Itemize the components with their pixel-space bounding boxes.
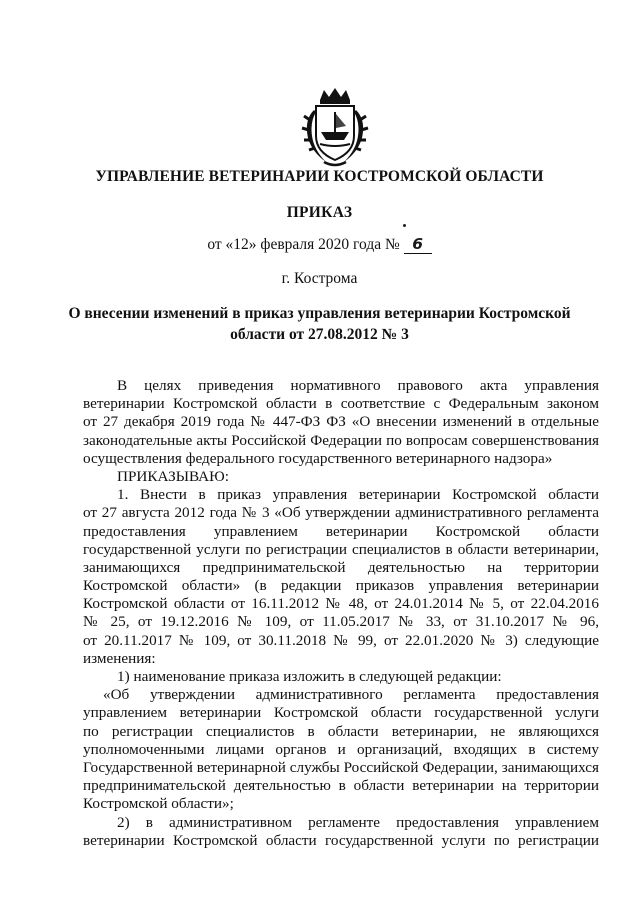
coat-of-arms-emblem bbox=[296, 86, 374, 168]
body-line: Костромской области» (в редакции приказов управления ветеринарии bbox=[83, 577, 599, 595]
body-line: по регистрации специалистов в области ветеринарии, не являющихся bbox=[83, 722, 599, 740]
body-line: от 20.11.2017 № 109, от 30.11.2018 № 99, от 22.01.2020 № 3) следующие bbox=[83, 631, 599, 649]
order-number-handwritten: 6 bbox=[404, 235, 432, 254]
body-line: 1. Внести в приказ управления ветеринарии Костромской области bbox=[117, 486, 599, 504]
body-line: Костромской области от 16.11.2012 № 48, от 24.01.2014 № 5, от 22.04.2016 bbox=[83, 595, 599, 613]
body-line: № 25, от 19.12.2016 № 109, от 11.05.2017 № 33, от 31.10.2017 № 96, bbox=[83, 613, 599, 631]
body-line: предоставления управлением ветеринарии Костромской области bbox=[83, 522, 599, 540]
body-line: государственной услуги по регистрации специалистов в области ветеринарии, bbox=[83, 540, 599, 558]
document-type: ПРИКАЗ bbox=[286, 204, 353, 221]
body-line: изменения: bbox=[83, 649, 156, 667]
body-line: предпринимательской деятельностью в области ветеринарии на территории bbox=[83, 777, 599, 795]
order-date-line bbox=[0, 235, 639, 254]
body-line: «Об утверждении административного регламента предоставления bbox=[103, 686, 599, 704]
subject-line-2: области от 27.08.2012 № 3 bbox=[230, 326, 409, 343]
body-line: уполномоченными лицами органов и организаций, входящих в систему bbox=[83, 740, 599, 758]
body-line: от 27 августа 2012 года № 3 «Об утверждении административного регламента bbox=[83, 504, 599, 522]
body-line: В целях приведения нормативного правового акта управления bbox=[117, 377, 599, 394]
body-line: управлением ветеринарии Костромской области государственной услуги bbox=[83, 704, 599, 722]
body-line: 1) наименование приказа изложить в следующей редакции: bbox=[117, 668, 502, 685]
body-line: от 27 декабря 2019 года № 447-ФЗ ФЗ «О внесении изменений в отдельные bbox=[83, 413, 599, 431]
body-line: законодательные акты Российской Федерации по вопросам совершенствования bbox=[83, 431, 599, 449]
subject-line-1: О внесении изменений в приказ управления ветеринарии Костромской bbox=[68, 305, 571, 322]
body-line: занимающихся предпринимательской деятельностью на территории bbox=[83, 558, 599, 576]
body-line: ПРИКАЗЫВАЮ: bbox=[117, 467, 229, 485]
body-line: осуществления федерального государственного ветеринарного надзора» bbox=[83, 449, 553, 467]
order-date: от «12» февраля 2020 года № bbox=[207, 236, 400, 253]
city: г. Кострома bbox=[281, 270, 358, 287]
body-line: ветеринарии Костромской области государственной услуги по регистрации bbox=[83, 831, 599, 849]
body-line: ветеринарии Костромской области в соответствие с Федеральным законом bbox=[83, 395, 599, 413]
order-body bbox=[83, 377, 599, 850]
body-line: 2) в административном регламенте предоставления управлением bbox=[117, 813, 599, 831]
ink-dot bbox=[403, 224, 406, 227]
organization-name: УПРАВЛЕНИЕ ВЕТЕРИНАРИИ КОСТРОМСКОЙ ОБЛАСТИ bbox=[95, 168, 544, 185]
body-line: Государственной ветеринарной службы Российской Федерации, занимающихся bbox=[83, 758, 599, 776]
body-line: Костромской области»; bbox=[83, 795, 234, 813]
